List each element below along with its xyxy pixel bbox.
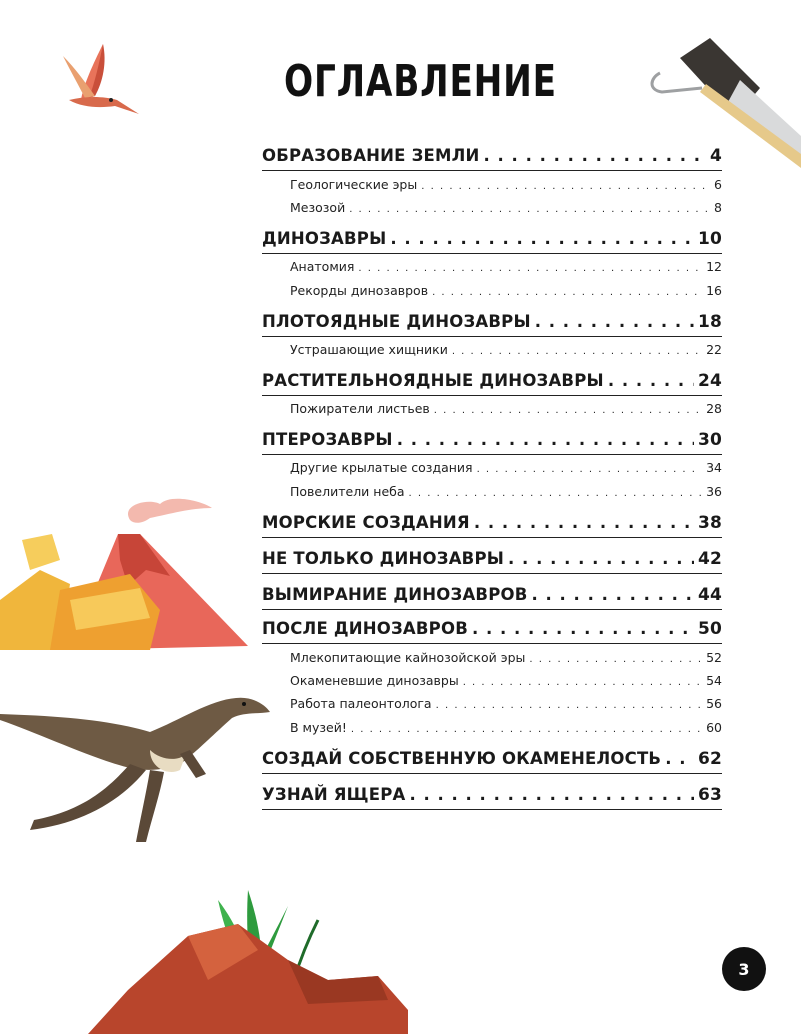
page-ref: 60: [706, 720, 722, 735]
dot-leader: [432, 287, 702, 298]
section-title: МОРСКИЕ СОЗДАНИЯ: [262, 513, 470, 532]
toc-section-dinosaurs[interactable]: [262, 229, 722, 255]
dot-leader: [608, 371, 694, 390]
toc-section-know-the-lizard[interactable]: [262, 785, 722, 811]
dot-leader: [532, 585, 694, 604]
section-divider: [262, 809, 722, 810]
dot-leader: [474, 513, 694, 532]
toc-item-sky-lords[interactable]: [290, 484, 722, 504]
dot-leader: [397, 430, 694, 449]
section-title: НЕ ТОЛЬКО ДИНОЗАВРЫ: [262, 549, 505, 568]
toc-item-fearsome-predators[interactable]: [290, 342, 722, 362]
page-ref: 52: [706, 650, 722, 665]
page-ref: 50: [697, 619, 722, 639]
toc-item-fossilized-dinosaurs[interactable]: [290, 673, 722, 693]
dinosaur-illustration: [0, 690, 272, 850]
page-ref: 36: [706, 484, 722, 499]
page-ref: 12: [706, 259, 722, 274]
page-ref: 34: [706, 460, 722, 475]
toc-section-after-dinosaurs[interactable]: [262, 619, 722, 645]
item-title: Пожиратели листьев: [290, 401, 430, 416]
toc-section-herbivores[interactable]: [262, 371, 722, 397]
item-title: В музей!: [290, 720, 347, 735]
toc-item-paleontologist-work[interactable]: [290, 696, 722, 716]
dot-leader: [410, 785, 694, 804]
toc-item-leaf-eaters[interactable]: [290, 401, 722, 421]
dot-leader: [390, 229, 694, 248]
item-title: Млекопитающие кайнозойской эры: [290, 650, 526, 665]
dot-leader: [665, 749, 694, 768]
page-ref: 10: [697, 229, 722, 249]
page-ref: 56: [706, 696, 722, 711]
page-ref: 62: [697, 749, 722, 769]
item-title: Другие крылатые создания: [290, 460, 473, 475]
section-title: ПОСЛЕ ДИНОЗАВРОВ: [262, 619, 468, 638]
page-ref: 4: [709, 146, 722, 166]
toc-item-to-museum[interactable]: [290, 720, 722, 740]
dot-leader: [351, 724, 702, 735]
page-ref: 63: [697, 785, 722, 805]
page-ref: 8: [714, 200, 722, 215]
page-ref: 28: [706, 401, 722, 416]
toc-section-earth-formation[interactable]: [262, 146, 722, 172]
dot-leader: [434, 405, 702, 416]
dot-leader: [463, 677, 702, 688]
section-title: ОБРАЗОВАНИЕ ЗЕМЛИ: [262, 146, 480, 165]
dot-leader: [358, 263, 702, 274]
page-ref: 30: [697, 430, 722, 450]
section-title: ПЛОТОЯДНЫЕ ДИНОЗАВРЫ: [262, 312, 531, 331]
item-title: Повелители неба: [290, 484, 405, 499]
page-ref: 44: [697, 585, 722, 605]
item-title: Мезозой: [290, 200, 346, 215]
section-divider: [262, 454, 722, 455]
dot-leader: [436, 700, 702, 711]
volcano-illustration: [0, 490, 250, 660]
section-divider: [262, 609, 722, 610]
page-ref: 22: [706, 342, 722, 357]
section-title: ДИНОЗАВРЫ: [262, 229, 387, 248]
dot-leader: [484, 146, 706, 165]
page-ref: 18: [697, 312, 722, 332]
page-title: ОГЛАВЛЕНИЕ: [284, 56, 557, 107]
dot-leader: [535, 312, 694, 331]
section-divider: [262, 643, 722, 644]
page-ref: 6: [714, 177, 722, 192]
toc-section-not-only-dinosaurs[interactable]: [262, 549, 722, 575]
toc-item-anatomy[interactable]: [290, 259, 722, 279]
section-divider: [262, 253, 722, 254]
dot-leader: [508, 549, 694, 568]
item-title: Рекорды динозавров: [290, 283, 429, 298]
dot-leader: [349, 204, 710, 215]
item-title: Анатомия: [290, 259, 355, 274]
toc-section-extinction[interactable]: [262, 585, 722, 611]
section-divider: [262, 773, 722, 774]
item-title: Геологические эры: [290, 177, 418, 192]
section-divider: [262, 537, 722, 538]
dot-leader: [452, 346, 702, 357]
section-divider: [262, 336, 722, 337]
dot-leader: [472, 619, 694, 638]
section-title: ПТЕРОЗАВРЫ: [262, 430, 393, 449]
section-divider: [262, 170, 722, 171]
toc-section-carnivores[interactable]: [262, 312, 722, 338]
page-number-badge: 3: [722, 947, 766, 991]
page-ref: 24: [697, 371, 722, 391]
toc-item-other-winged[interactable]: [290, 460, 722, 480]
toc-item-cenozoic-mammals[interactable]: [290, 650, 722, 670]
toc-section-sea-creatures[interactable]: [262, 513, 722, 539]
toc-item-dinosaur-records[interactable]: [290, 283, 722, 303]
toc-item-geological-eras[interactable]: [290, 177, 722, 197]
section-title: РАСТИТЕЛЬНОЯДНЫЕ ДИНОЗАВРЫ: [262, 371, 604, 390]
page-ref: 54: [706, 673, 722, 688]
page-ref: 16: [706, 283, 722, 298]
toc-section-pterosaurs[interactable]: [262, 430, 722, 456]
dot-leader: [529, 654, 702, 665]
rock-with-plants-illustration: [88, 880, 408, 1034]
item-title: Работа палеонтолога: [290, 696, 432, 711]
item-title: Устрашающие хищники: [290, 342, 448, 357]
dot-leader: [409, 488, 703, 499]
toc-item-mesozoic[interactable]: [290, 200, 722, 220]
page-ref: 38: [697, 513, 722, 533]
section-divider: [262, 395, 722, 396]
section-title: СОЗДАЙ СОБСТВЕННУЮ ОКАМЕНЕЛОСТЬ: [262, 749, 662, 768]
item-title: Окаменевшие динозавры: [290, 673, 459, 688]
pterodactyl-illustration: [55, 38, 150, 123]
section-title: ВЫМИРАНИЕ ДИНОЗАВРОВ: [262, 585, 528, 604]
dot-leader: [477, 464, 703, 475]
toc-section-create-fossil[interactable]: [262, 749, 722, 775]
dot-leader: [421, 181, 710, 192]
page-ref: 42: [697, 549, 722, 569]
section-divider: [262, 573, 722, 574]
section-title: УЗНАЙ ЯЩЕРА: [262, 785, 406, 804]
